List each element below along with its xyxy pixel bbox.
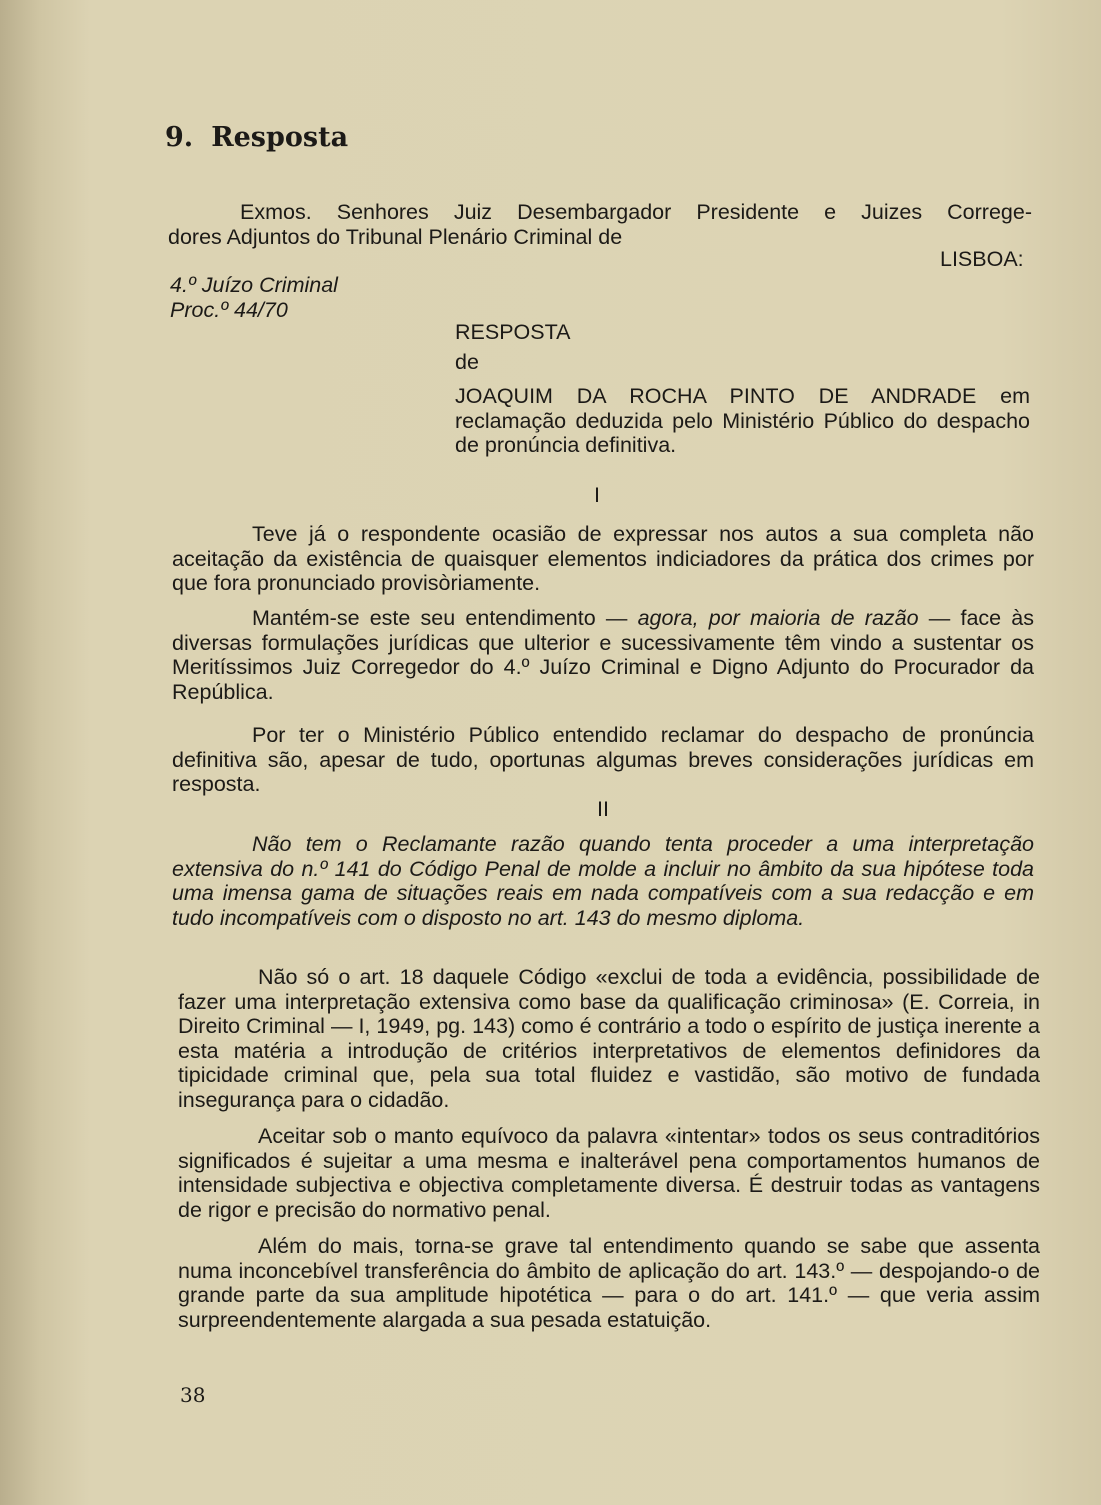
paragraph-1: Teve já o respondente ocasião de expressar nos autos a sua completa não aceitação da existência de quaisquer elementos indiciadores da prática dos crimes por que fora pronunciado provisòriamente.	[172, 522, 1034, 596]
heading-number: 9.	[165, 122, 194, 153]
heading-title: Resposta	[211, 122, 349, 153]
paragraph-4: Não tem o Reclamante razão quando tenta proceder a uma interpretação extensiva do n.º 141 do Código Penal de molde a incluir no âmbito da sua hipótese toda uma imensa gama de situações reais em nada compatíveis com a sua redacção e em tudo incompatíveis com o disposto no art. 143 do mesmo diploma.	[172, 832, 1034, 930]
paragraph-7: Além do mais, torna-se grave tal entendimento quando se sabe que assenta numa inconcebível transferência do âmbito de aplicação do art. 143.º — despojando-o de grande parte da sua amplitude hipotética — para o do art. 141.º — que veria assim surpreendentemente alargada a sua pesada estatuição.	[178, 1234, 1040, 1332]
paragraph-6: Aceitar sob o manto equívoco da palavra «intentar» todos os seus contraditórios significados é sujeitar a uma mesma e inalterável pena comportamentos humanos de intensidade subjectiva e objectiva completamente diversa. É destruir todas as vantagens de rigor e precisão do normativo penal.	[178, 1124, 1040, 1222]
address-line-2: dores Adjuntos do Tribunal Plenário Criminal de	[168, 224, 623, 249]
page-number: 38	[180, 1383, 206, 1407]
section-number-1: I	[594, 483, 600, 507]
section-heading	[165, 122, 348, 153]
paragraph-2-end: — face às diversas formulações jurídicas que ulterior e sucessivamente têm vindo a sustentar os Meritíssimos Juiz Corregedor do 4.º Juízo Criminal e Digno Adjunto do Procurador da República.	[172, 606, 1035, 704]
response-body: JOAQUIM DA ROCHA PINTO DE ANDRADE em reclamação deduzida pelo Ministério Público do despacho de pronúncia definitiva.	[455, 384, 1030, 458]
section-number-2: II	[597, 797, 609, 821]
paragraph-2-start: Mantém-se este seu entendimento —	[252, 606, 638, 630]
paragraph-2	[172, 606, 1034, 704]
address-line-1: Exmos. Senhores Juiz Desembargador Presidente e Juizes Correge-	[240, 200, 1032, 224]
court-name: 4.º Juízo Criminal	[170, 273, 338, 297]
paragraph-5: Não só o art. 18 daquele Código «exclui de toda a evidência, possibilidade de fazer uma interpretação extensiva como base da qualificação criminosa» (E. Correia, in Direito Criminal — I, 1949, pg. 143) como é contrário a todo o espírito de justiça inerente a esta matéria a introdução de critérios interpretativos de elementos definidores da tipicidade criminal que, pela sua total fluidez e vastidão, são motivo de fundada insegurança para o cidadão.	[178, 965, 1040, 1112]
paragraph-2-emphasis: agora, por maioria de razão	[637, 606, 919, 630]
process-number: Proc.º 44/70	[170, 298, 288, 322]
address-city: LISBOA:	[940, 247, 1024, 271]
response-title: RESPOSTA	[455, 320, 571, 344]
address-block	[168, 200, 1032, 249]
paragraph-3: Por ter o Ministério Público entendido reclamar do despacho de pronúncia definitiva são, apesar de tudo, oportunas algumas breves considerações jurídicas em resposta.	[172, 723, 1034, 797]
case-reference	[170, 273, 338, 323]
response-de: de	[455, 350, 479, 374]
